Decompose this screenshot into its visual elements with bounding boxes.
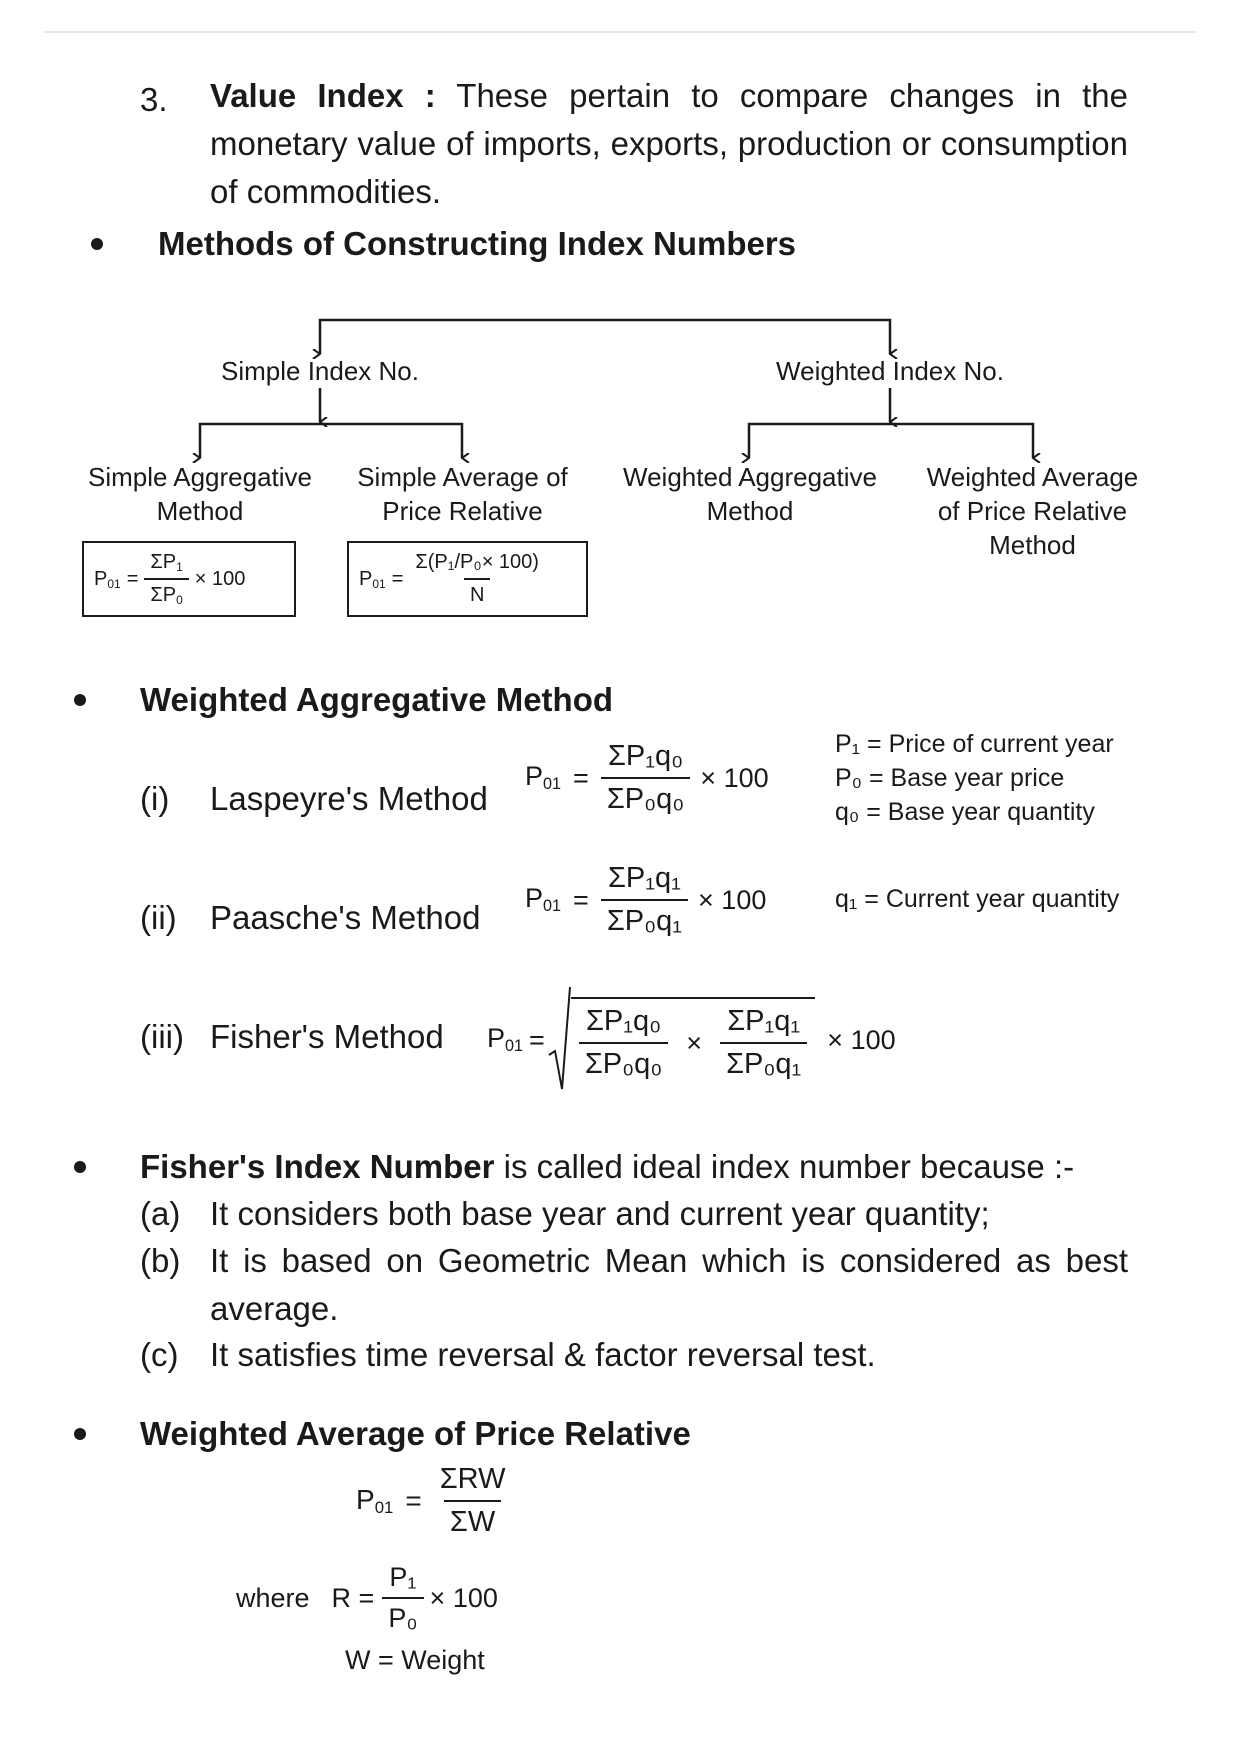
formula-fraction: $\frac{\text{ΣP₁q₀}}{\text{ΣP₀q₀}}$ [601, 740, 690, 816]
simple-aggregative-line1: Simple Aggregative [87, 462, 313, 492]
bullet [74, 1161, 86, 1173]
formula-lhs: $P_{01}$ [94, 567, 121, 591]
formula-fraction: $\frac{\text{Σ(P₁/P₀× 100)}}{N}$ [415, 551, 539, 606]
weighted-aggregative-line2: Method [706, 496, 794, 526]
note-p0: P₀ = Base year price [835, 764, 1065, 792]
square-root-icon [547, 985, 571, 1095]
formula-times-100: × 100 [698, 884, 767, 915]
fisher-ideal-item-c-text: It satisfies time reversal & factor reversal test. [210, 1336, 876, 1373]
r-definition [236, 1562, 498, 1634]
note-p1: P₁ = Price of current year [835, 730, 1114, 758]
weighted-aggregative-heading: Weighted Aggregative Method [140, 681, 614, 718]
value-index-text: These pertain to compare changes in the monetary value of imports, exports, production or consumption of commodities. [210, 77, 1129, 210]
formula-equals: = [405, 1485, 422, 1516]
paasche-formula [525, 862, 766, 938]
value-index-paragraph [210, 72, 1128, 216]
fisher-ideal-line [140, 1143, 1074, 1191]
formula-equals: = [573, 762, 589, 793]
where-label: where [236, 1582, 310, 1613]
methods-heading: Methods of Constructing Index Numbers [158, 225, 797, 262]
paasche-number: (ii) [140, 899, 177, 936]
fisher-ideal-rest: is called ideal index number because :- [494, 1148, 1075, 1185]
formula-fraction: $\frac{\text{ΣRW}}{\Sigma W}$ [439, 1463, 506, 1538]
weighted-average-line1: Weighted Average [926, 462, 1139, 492]
bullet [91, 238, 103, 250]
item-number: 3. [140, 81, 168, 118]
fisher-ideal-bold: Fisher's Index Number [140, 1148, 495, 1185]
fisher-ideal-item-a-label: (a) [140, 1195, 181, 1232]
formula-lhs: $P_{01}$ [525, 883, 562, 916]
formula-lhs: $P_{01}$ [525, 761, 562, 794]
formula-equals: = [529, 1024, 545, 1055]
paasche-name: Paasche's Method [210, 899, 481, 936]
fisher-number: (iii) [140, 1018, 184, 1055]
simple-index-label: Simple Index No. [221, 356, 419, 386]
formula-lhs: $P_{01}$ [356, 1483, 394, 1518]
formula-equals: = [573, 884, 589, 915]
weighted-average-heading: Weighted Average of Price Relative [140, 1415, 691, 1452]
formula-equals: = [126, 567, 139, 590]
formula-fraction: $\frac{\Sigma P_1}{\Sigma P_0}$ [144, 551, 188, 607]
weighted-average-formula [356, 1463, 511, 1539]
paasche-note: q₁ = Current year quantity [835, 885, 1120, 913]
fisher-ideal-item-b-text: It is based on Geometric Mean which is considered as best average. [210, 1242, 1128, 1327]
laspeyre-number: (i) [140, 780, 170, 817]
weighted-average-line2: of Price Relative [937, 496, 1128, 526]
formula-equals: = [391, 567, 404, 590]
formula-fraction-2: $\frac{\text{ΣP₁q₁}}{\text{ΣP₀q₁}}$ [720, 1005, 807, 1081]
fisher-formula [487, 985, 896, 1095]
weighted-aggregative-line1: Weighted Aggregative [623, 462, 877, 492]
value-index-colon: : [424, 77, 436, 114]
fisher-ideal-item-c-label: (c) [140, 1336, 179, 1373]
simple-average-label [340, 460, 585, 528]
weighted-average-label [910, 460, 1155, 562]
simple-average-formula-box [347, 541, 588, 617]
weighted-aggregative-label [605, 460, 895, 528]
radicand [571, 997, 815, 1081]
formula-times-100: × 100 [700, 762, 769, 793]
laspeyre-notes [835, 727, 1114, 829]
formula-lhs: $P_{01}$ [359, 567, 386, 591]
laspeyre-name: Laspeyre's Method [210, 780, 488, 817]
weighted-average-line3: Method [989, 530, 1076, 560]
fisher-ideal-item-b-label: (b) [140, 1242, 181, 1279]
bullet [74, 694, 86, 706]
formula-fraction: $\frac{\text{ΣP₁q₁}}{\text{ΣP₀q₁}}$ [601, 862, 688, 938]
w-definition: W = Weight [345, 1645, 485, 1675]
simple-average-line1: Simple Average of [357, 462, 568, 492]
value-index-term: Value Index [210, 77, 404, 114]
simple-aggregative-line2: Method [156, 496, 244, 526]
simple-average-line2: Price Relative [382, 496, 543, 526]
r-lhs: R = [331, 1582, 375, 1613]
formula-times: × [686, 1027, 703, 1058]
r-times-100: × 100 [429, 1582, 498, 1613]
r-fraction: $\frac{\text{P₁}}{\text{P₀}}$ [382, 1562, 423, 1634]
laspeyre-formula [525, 740, 769, 816]
tree-connectors [0, 300, 1240, 470]
simple-aggregative-formula-box [82, 541, 296, 617]
fisher-ideal-item-a-text: It considers both base year and current year quantity; [210, 1195, 990, 1232]
formula-times-100: × 100 [827, 1024, 896, 1055]
top-divider [44, 31, 1196, 33]
note-q0: q₀ = Base year quantity [835, 798, 1095, 826]
fisher-name: Fisher's Method [210, 1018, 444, 1055]
bullet [74, 1428, 86, 1440]
formula-fraction-1: $\frac{\text{ΣP₁q₀}}{\text{ΣP₀q₀}}$ [579, 1005, 668, 1081]
formula-lhs: $P_{01}$ [487, 1023, 524, 1056]
formula-times-100: × 100 [194, 567, 246, 590]
weighted-index-label: Weighted Index No. [776, 356, 1004, 386]
simple-aggregative-label [70, 460, 330, 528]
